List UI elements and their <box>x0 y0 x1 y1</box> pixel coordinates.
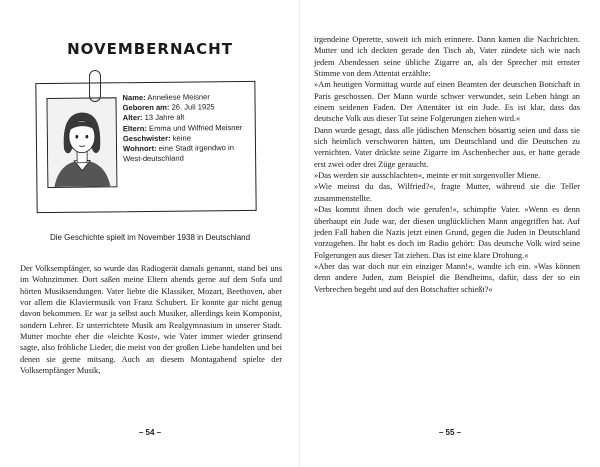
portrait-illustration <box>46 97 117 188</box>
paragraph: »Das werden sie ausschlachten«, meinte er mit sorgenvoller Miene. <box>314 171 541 181</box>
right-page <box>300 0 600 467</box>
girl-portrait-icon <box>47 98 116 187</box>
paragraph: »Das kommt ihnen doch wie gerufen!«, schimpfte Vater. »Wenn es denn überhaupt ein Jude war, der diesen unglücklichen Mann angegriffen hat. Auf jeden Fall haben die Nazis jetzt einen Grund, gegen die Juden in Deutschland vorzugehen. Ihr habt es doch im Radio gehört: Das deutsche Volk wird seine Folgerungen aus dieser Tat ziehen. Das ist eine klare Drohung.« <box>314 205 580 260</box>
profile-info <box>122 92 251 165</box>
paragraph: Der Volksempfänger, so wurde das Radiogerät damals genannt, stand bei uns im Wohnzimmer. Dort saßen meine Eltern abends gerne auf dem Sofa und hörten Musiksendungen. Vater liebte die Klassiker, Mozart, Beethoven, aber vor allem die Klaviermusik von Franz Schubert. Er konnte gar nicht genug davon bekommen. Er war ja selbst auch Musiker, allerdings kein Komponist, sondern Lehrer. Er unterrichtete Musik am Realgymnasium in unserer Stadt. Mutter mochte eher die »leichte Kost«, wie Vater immer wieder grinsend sagte, also fröhliche Lieder, die meist von der großen Liebe handelten und bei denen sie gerne mitsang. Auch an diesem Montagabend spielte der Volksempfänger Musik, <box>20 264 282 376</box>
profile-row-siblings: Geschwister: keine <box>122 133 191 144</box>
chapter-title: NOVEMBERNACHT <box>67 40 233 58</box>
profile-card <box>35 81 256 213</box>
paragraph: »Aber das war doch nur ein einziger Mann!«, wandte ich ein. »Was können denn andere Juden, zum Beispiel die Bendheims, dafür, dass der so ein Verbrechen begeht und auf den Botschafter schießt?« <box>314 261 580 294</box>
paragraph: »Am heutigen Vormittag wurde auf einen Beamten der deutschen Botschaft in Paris geschossen. Der Mann wurde schwer verwundet, sein Leben hängt an einem seidenen Faden. Der Attentäter ist ein Jude. Es ist klar, dass das deutsche Volk aus dieser Tat seine Folgerungen ziehen wird.« <box>314 80 580 124</box>
paperclip-icon <box>89 70 101 102</box>
paragraph: Dann wurde gesagt, dass alle jüdischen Menschen bösartig seien und dass sie sich heimlich verschworen hätten, um Deutschland und die Deutschen zu vernichten. Vater drückte seine Zigarre im Aschenbecher aus, er hatte gerade erst zwei oder drei Züge geraucht. <box>314 125 580 169</box>
left-body-text <box>20 263 282 376</box>
profile-row-age: Alter: 13 Jahre alt <box>122 113 185 123</box>
paragraph: irgendeine Operette, soweit ich mich erinnere. Dann kamen die Nachrichten. Mutter und ich deckten gerade den Tisch ab, Vater zündete sich wie nach jedem Abendessen seine übliche Zigarre an, als der Sprecher mit ernster Stimme von dem Attentat erzählte: <box>314 35 580 79</box>
profile-row-birth: Geboren am: 26. Juli 1925 <box>122 102 215 113</box>
profile-row-name: Name: Anneliese Meisner <box>122 92 210 103</box>
illustration-caption: Die Geschichte spielt im November 1938 in Deutschland <box>49 233 251 242</box>
right-body-text <box>314 34 580 295</box>
page-number-right: – 55 – <box>438 428 462 437</box>
profile-row-residence: Wohnort: eine Stadt irgendwo in West-deutschland <box>122 143 234 164</box>
page-number-left: – 54 – <box>138 428 162 437</box>
paragraph: »Wie meinst du das, Wilfried?«, fragte Mutter, während sie die Teller zusammenstellte. <box>314 182 580 203</box>
profile-row-parents: Eltern: Emma und Wilfried Meisner <box>122 122 243 133</box>
